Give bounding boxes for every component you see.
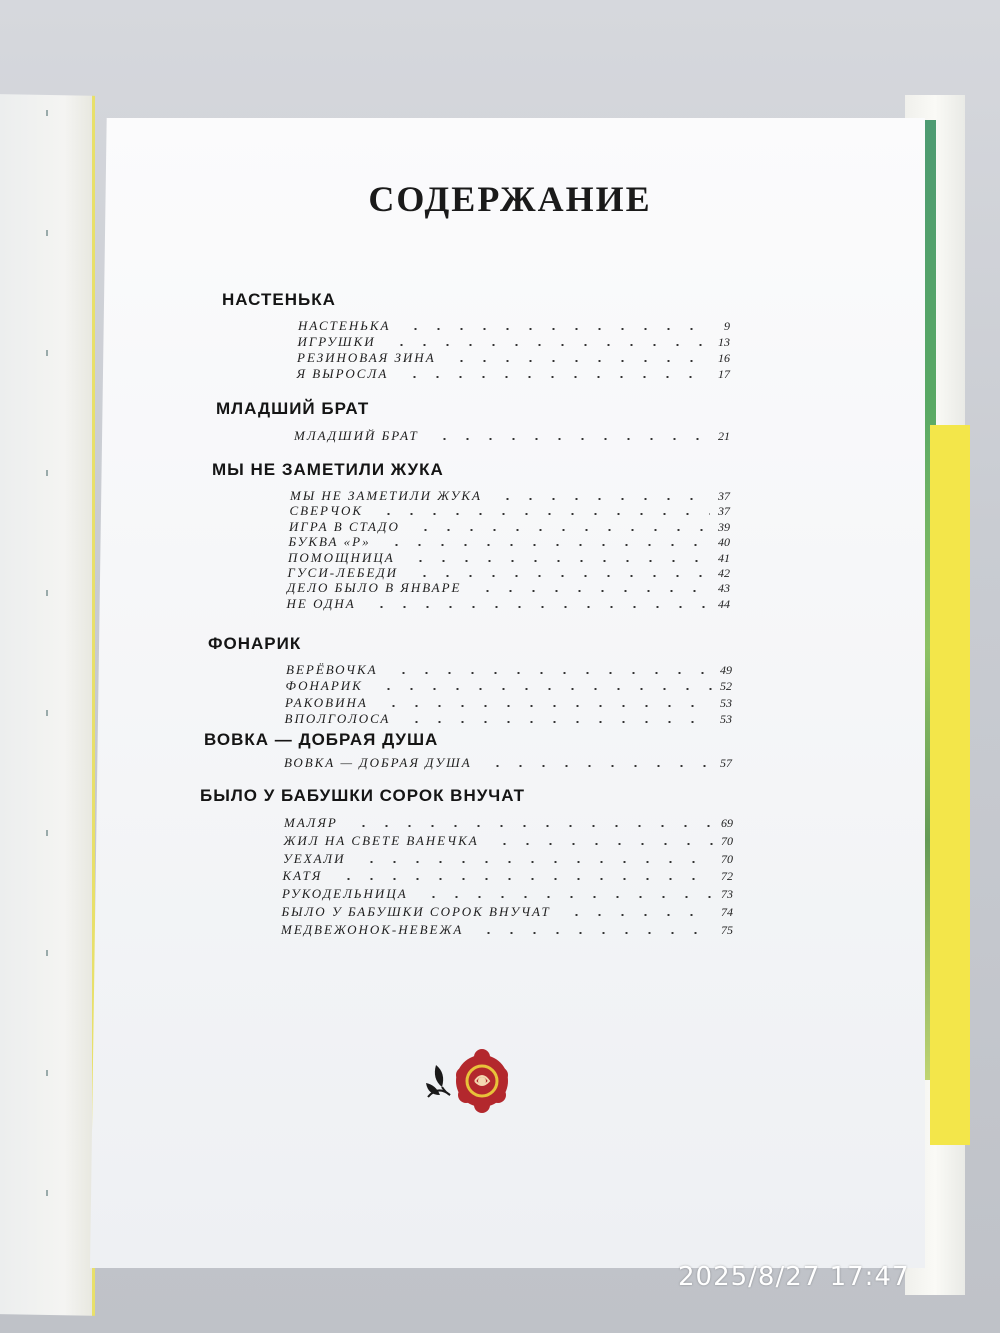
rose-flower-icon <box>420 1045 530 1115</box>
toc-entry <box>288 550 730 566</box>
toc-entry <box>283 851 733 867</box>
toc-entry <box>290 503 731 519</box>
entry-label: МЫ НЕ ЗАМЕТИЛИ ЖУКА <box>290 488 482 503</box>
dot-leader <box>565 914 714 916</box>
page-number: 39 <box>718 519 730 534</box>
toc-entry <box>282 904 734 920</box>
toc-entry <box>285 711 733 727</box>
toc-entry <box>286 662 732 678</box>
dot-leader <box>390 344 711 346</box>
page-number: 70 <box>721 851 733 866</box>
toc-entry <box>298 334 731 350</box>
entry-label: МЕДВЕЖОНОК-НЕВЕЖА <box>281 921 464 937</box>
entry-label: РАКОВИНА <box>285 694 368 710</box>
page-number: 42 <box>718 566 730 580</box>
toc-entry <box>288 565 731 581</box>
dot-leader <box>476 590 710 592</box>
toc-entry <box>283 868 734 884</box>
dot-leader <box>352 825 713 827</box>
entry-label: ВЕРЁВОЧКА <box>286 662 378 677</box>
page-number: 53 <box>720 695 732 710</box>
page-number: 37 <box>718 489 730 503</box>
toc-entry <box>289 534 731 550</box>
entry-label: ПОМОЩНИЦА <box>288 549 395 565</box>
entry-label: ВОВКА — ДОБРАЯ ДУША <box>284 755 472 770</box>
rose-bloom <box>456 1049 508 1113</box>
binding-stitches <box>46 110 48 1270</box>
section-title: БЫЛО У БАБУШКИ СОРОК ВНУЧАТ <box>200 786 526 805</box>
photo-timestamp: 2025/8/27 17:47 <box>678 1262 910 1292</box>
dot-leader <box>414 529 710 531</box>
toc-entry <box>294 428 730 444</box>
entry-label: НАСТЕНЬКА <box>298 318 391 333</box>
page-number: 37 <box>718 504 730 519</box>
page-number: 16 <box>718 351 730 365</box>
entry-label: РЕЗИНОВАЯ ЗИНА <box>297 350 436 365</box>
dot-leader <box>450 360 710 362</box>
dot-leader <box>477 932 713 934</box>
page-number: 73 <box>721 887 733 902</box>
entry-label: ВПОЛГОЛОСА <box>284 710 391 726</box>
toc-entry <box>297 350 730 366</box>
page-number: 69 <box>721 816 733 830</box>
page-number: 52 <box>720 679 732 694</box>
dot-leader <box>493 843 714 845</box>
toc-entry <box>284 833 734 849</box>
entry-label: ИГРА В СТАДО <box>289 518 400 534</box>
toc-entry <box>287 580 730 596</box>
dot-leader <box>385 544 711 546</box>
dot-leader <box>496 498 710 500</box>
entry-label: КАТЯ <box>282 868 323 884</box>
page-number: 44 <box>718 596 730 611</box>
entry-label: ФОНАРИК <box>285 678 363 694</box>
entry-label: УЕХАЛИ <box>283 850 346 866</box>
entry-label: НЕ ОДНА <box>286 595 356 611</box>
dot-leader <box>360 861 713 863</box>
section-title: МЫ НЕ ЗАМЕТИЛИ ЖУКА <box>212 460 444 479</box>
toc-entry <box>287 596 731 612</box>
dot-leader <box>404 328 710 330</box>
page-number: 70 <box>721 833 733 848</box>
entry-label: ДЕЛО БЫЛО В ЯНВАРЕ <box>287 580 462 596</box>
dot-leader <box>486 765 712 767</box>
toc-entry <box>286 678 733 694</box>
page-number: 53 <box>720 711 732 726</box>
toc-entry <box>282 886 733 902</box>
toc-entry <box>284 755 732 771</box>
entry-label: БЫЛО У БАБУШКИ СОРОК ВНУЧАТ <box>281 904 551 919</box>
section-title: ФОНАРИК <box>208 634 302 653</box>
dot-leader <box>392 672 712 674</box>
dot-leader <box>337 878 714 880</box>
toc-entry <box>297 366 731 382</box>
dot-leader <box>413 575 711 577</box>
entry-label: БУКВА «Р» <box>288 534 371 550</box>
page-number: 74 <box>721 905 733 919</box>
page-number: 17 <box>718 367 730 381</box>
dot-leader <box>433 438 710 440</box>
page-number: 40 <box>718 535 730 550</box>
toc-entry <box>284 815 733 831</box>
page-number: 49 <box>720 663 732 677</box>
dot-leader <box>382 705 712 707</box>
entry-label: ЖИЛ НА СВЕТЕ ВАНЕЧКА <box>283 832 479 848</box>
entry-label: МАЛЯР <box>284 815 338 830</box>
dot-leader <box>403 376 711 378</box>
dot-leader <box>377 513 711 515</box>
dot-leader <box>409 560 710 562</box>
dot-leader <box>405 721 713 723</box>
toc-entry <box>298 318 730 334</box>
entry-label: МЛАДШИЙ БРАТ <box>294 428 419 443</box>
page-number: 75 <box>721 922 733 937</box>
section-title: ВОВКА — ДОБРАЯ ДУША <box>204 730 439 749</box>
toc-entry <box>289 519 730 535</box>
dot-leader <box>370 606 711 608</box>
dot-leader <box>422 896 713 898</box>
entry-label: СВЕРЧОК <box>289 503 363 519</box>
page-number: 72 <box>721 869 733 884</box>
entry-label: ГУСИ-ЛЕБЕДИ <box>287 565 399 580</box>
toc-entry <box>290 488 730 504</box>
leaf-sprig-icon <box>426 1065 450 1097</box>
section-title: МЛАДШИЙ БРАТ <box>216 399 370 418</box>
page-number: 41 <box>718 550 730 565</box>
toc-entry <box>281 922 733 938</box>
page-title: СОДЕРЖАНИЕ <box>368 179 652 219</box>
page-number: 43 <box>718 581 730 596</box>
cover-yellow-strip <box>930 425 970 1145</box>
entry-label: Я ВЫРОСЛА <box>296 366 389 381</box>
entry-label: РУКОДЕЛЬНИЦА <box>282 886 408 902</box>
dot-leader <box>377 688 713 690</box>
entry-label: ИГРУШКИ <box>297 334 376 349</box>
section-title: НАСТЕНЬКА <box>222 290 336 309</box>
page-number: 57 <box>720 756 732 770</box>
page-number: 13 <box>718 335 730 349</box>
page-number: 21 <box>718 429 730 443</box>
page-number: 9 <box>724 319 730 333</box>
toc-entry <box>285 695 732 711</box>
